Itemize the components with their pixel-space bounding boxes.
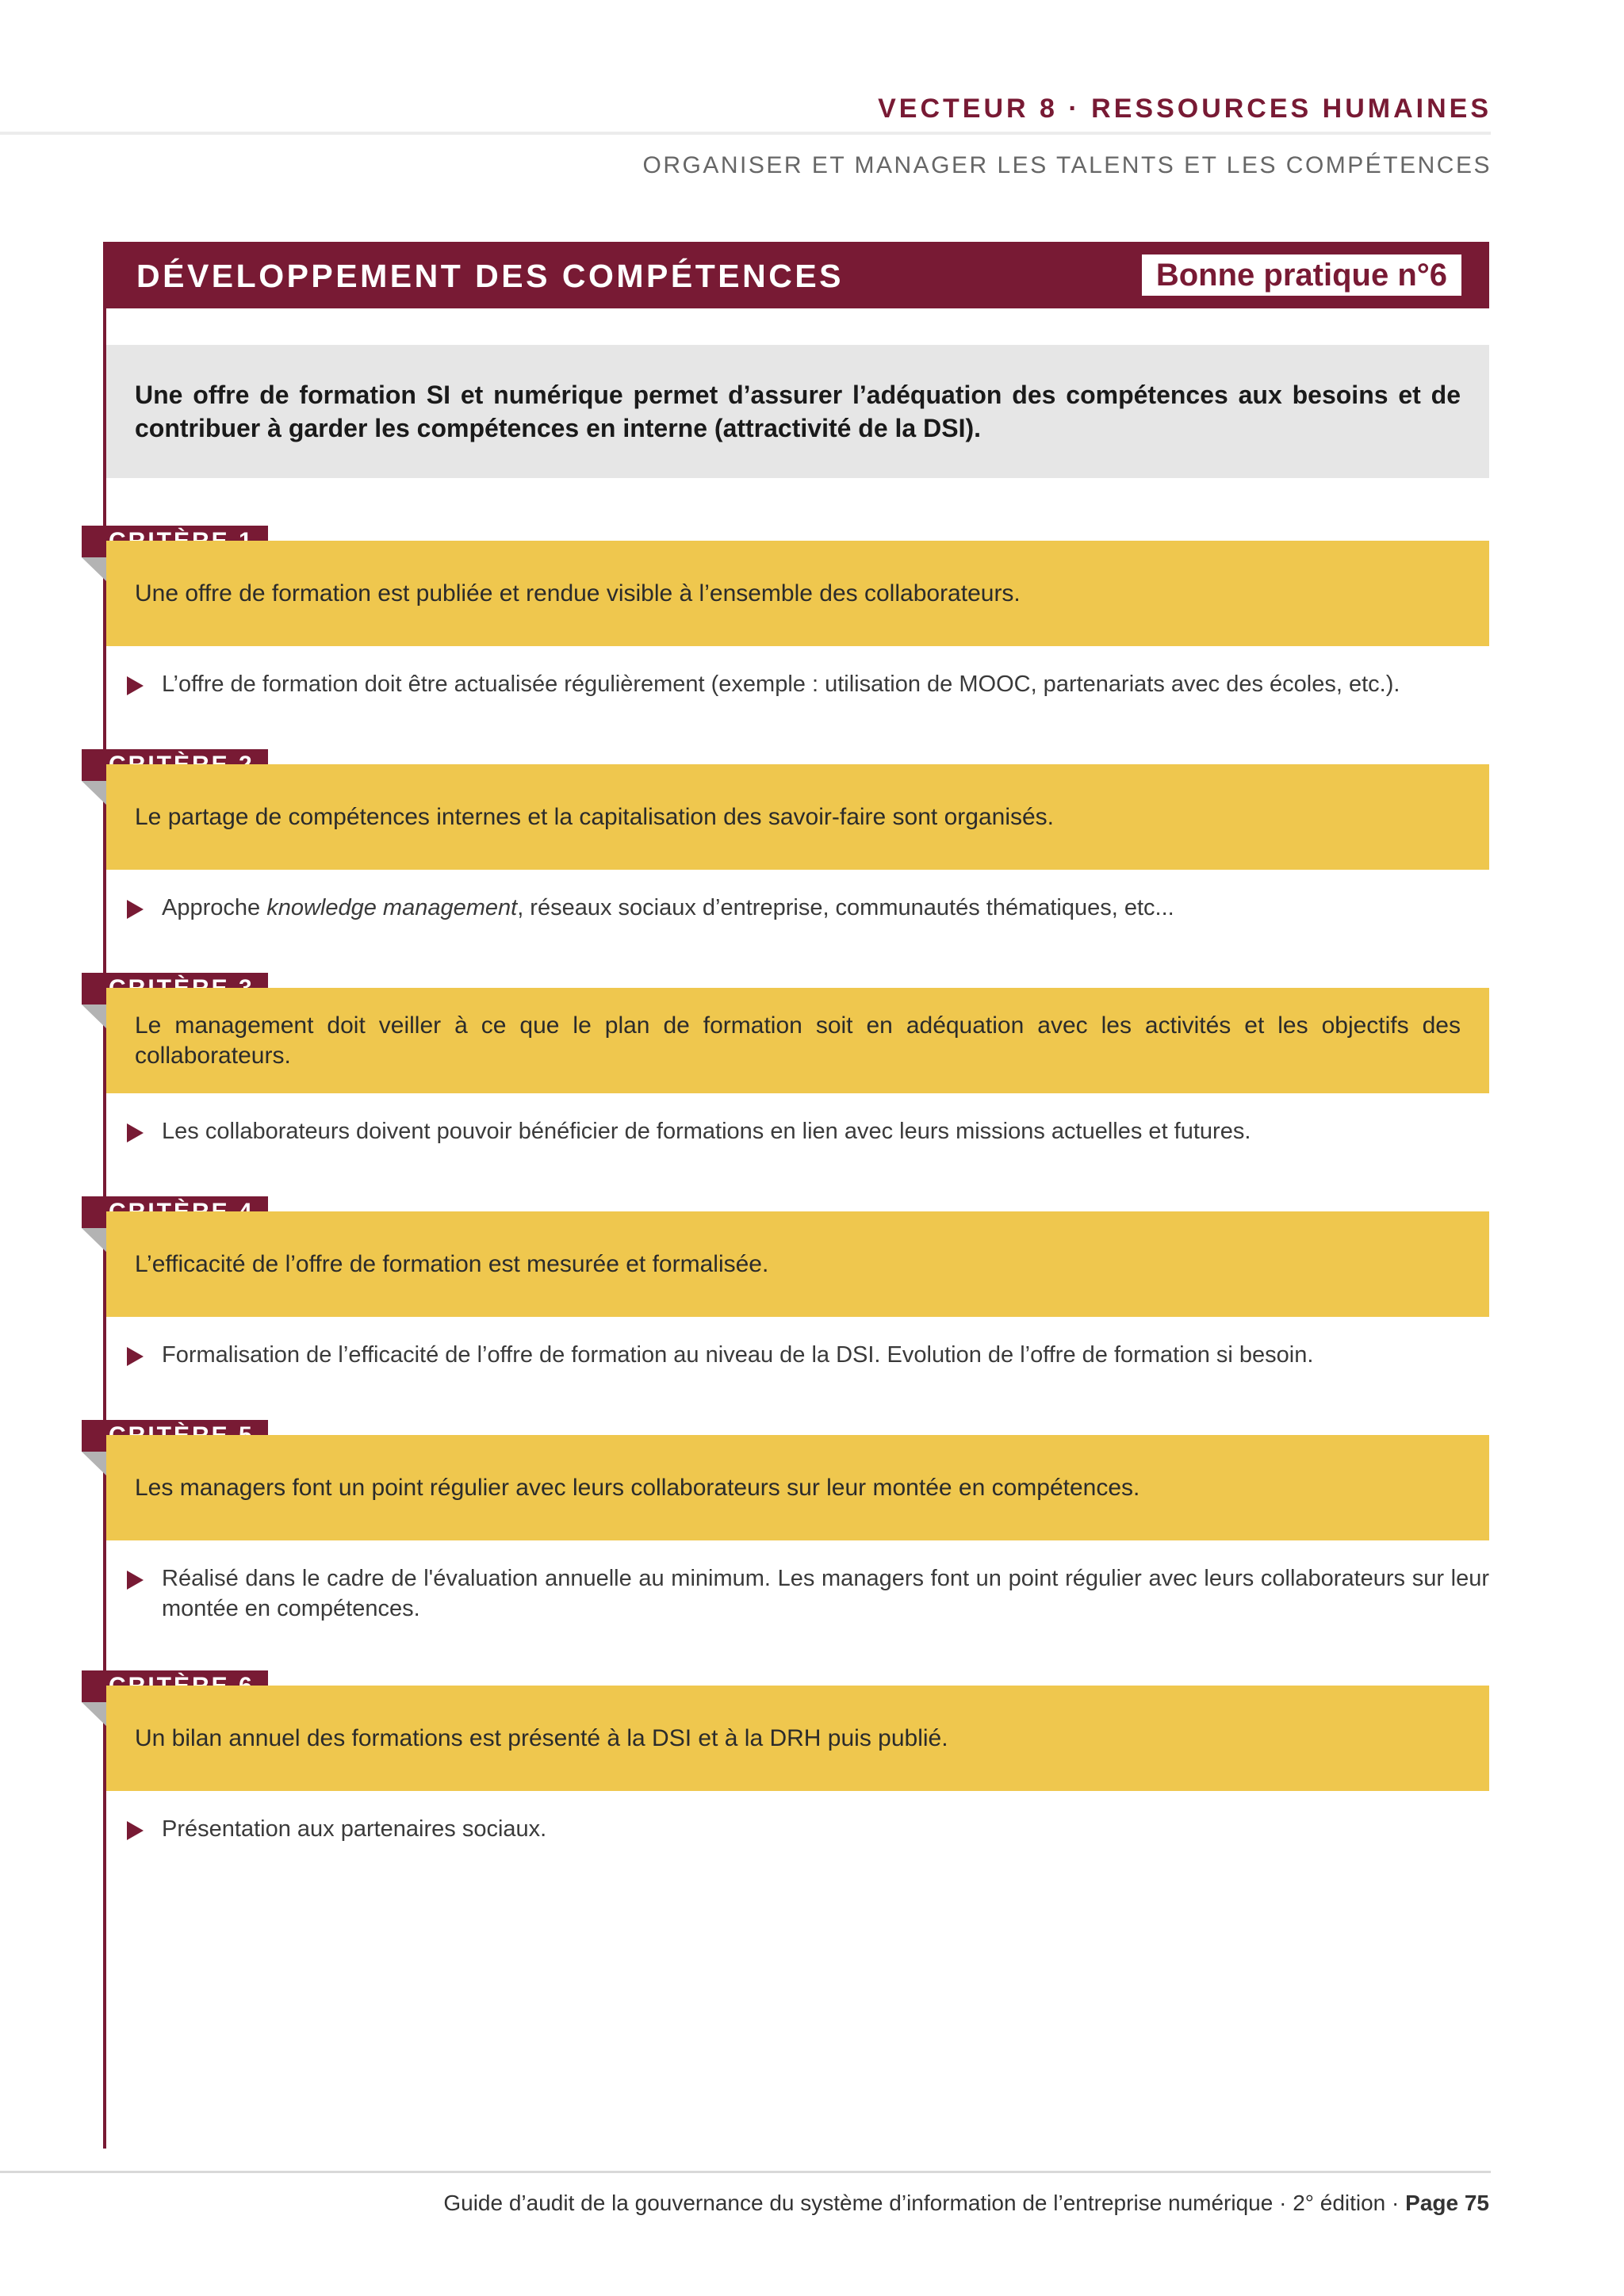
criterion-statement-box	[106, 1211, 1489, 1317]
criterion-tag-fold	[82, 1702, 106, 1726]
page-number: Page 75	[1405, 2191, 1489, 2215]
footer-divider	[0, 2171, 1491, 2173]
criterion-detail-text: L’offre de formation doit être actualisée régulièrement (exemple : utilisation de MOOC, partenariats avec des écoles, etc.).	[162, 672, 1400, 697]
criterion-statement: Un bilan annuel des formations est présenté à la DSI et à la DRH puis publié.	[135, 1724, 948, 1751]
criterion-detail	[127, 1116, 1489, 1146]
footer-text: Guide d’audit de la gouvernance du système d’information de l’entreprise numérique · 2° édition ·	[443, 2191, 1406, 2215]
detail-suffix: , réseaux sociaux d’entreprise, communautés thématiques, etc...	[517, 895, 1174, 920]
section-title: VECTEUR 8 · RESSOURCES HUMAINES	[878, 94, 1492, 124]
criterion-detail	[127, 1814, 1489, 1844]
criterion-detail-text: Formalisation de l’efficacité de l’offre de formation au niveau de la DSI. Evolution de l’offre de formation si besoin.	[162, 1342, 1314, 1368]
criterion-statement: L’efficacité de l’offre de formation est mesurée et formalisée.	[135, 1250, 769, 1277]
detail-prefix: Approche	[162, 895, 267, 920]
triangle-bullet-icon	[127, 1571, 144, 1590]
criterion-detail	[127, 669, 1489, 699]
detail-italic-term: knowledge management	[266, 895, 518, 920]
criterion-tag-fold	[82, 1452, 106, 1475]
criterion-statement-box	[106, 1686, 1489, 1791]
criterion-detail	[127, 1563, 1489, 1624]
triangle-bullet-icon	[127, 676, 144, 695]
practice-title: DÉVELOPPEMENT DES COMPÉTENCES	[136, 258, 845, 294]
intro-box	[106, 345, 1489, 478]
criterion-statement-box	[106, 1435, 1489, 1540]
intro-text: Une offre de formation SI et numérique permet d’assurer l’adéquation des compétences aux besoins et de contribuer à garder les compétences en interne (attractivité de la DSI).	[135, 381, 1461, 442]
criterion-statement: Le partage de compétences internes et la capitalisation des savoir-faire sont organisés.	[135, 803, 1054, 830]
criterion-tag-fold	[82, 1004, 106, 1028]
criterion-detail	[127, 1340, 1489, 1370]
criterion-detail-text: Réalisé dans le cadre de l'évaluation annuelle au minimum. Les managers font un point régulier avec leurs collaborateurs sur leur montée en compétences.	[162, 1566, 1489, 1621]
criterion-detail-text	[162, 893, 1489, 923]
criterion-statement: Les managers font un point régulier avec leurs collaborateurs sur leur montée en compétences.	[135, 1474, 1140, 1501]
criterion-statement-box	[106, 541, 1489, 646]
criterion-detail	[127, 893, 1489, 923]
criterion-tag-fold	[82, 781, 106, 805]
page-footer	[443, 2191, 1489, 2216]
criterion-statement: Le management doit veiller à ce que le plan de formation soit en adéquation avec les activités et les objectifs des collaborateurs.	[135, 1012, 1461, 1069]
criterion-statement-box	[106, 988, 1489, 1093]
triangle-bullet-icon	[127, 1821, 144, 1840]
triangle-bullet-icon	[127, 1123, 144, 1142]
triangle-bullet-icon	[127, 900, 144, 919]
criterion-detail-text: Présentation aux partenaires sociaux.	[162, 1816, 547, 1842]
criterion-detail-text: Les collaborateurs doivent pouvoir bénéficier de formations en lien avec leurs missions actuelles et futures.	[162, 1119, 1251, 1144]
criterion-statement: Une offre de formation est publiée et rendue visible à l’ensemble des collaborateurs.	[135, 580, 1021, 607]
criterion-tag-fold	[82, 557, 106, 581]
header-divider	[0, 132, 1491, 135]
section-subtitle: ORGANISER ET MANAGER LES TALENTS ET LES COMPÉTENCES	[642, 152, 1492, 178]
practice-banner	[103, 242, 1489, 308]
criterion-statement-box	[106, 764, 1489, 870]
practice-number-badge: Bonne pratique n°6	[1142, 254, 1461, 296]
triangle-bullet-icon	[127, 1347, 144, 1366]
criterion-tag-fold	[82, 1228, 106, 1252]
